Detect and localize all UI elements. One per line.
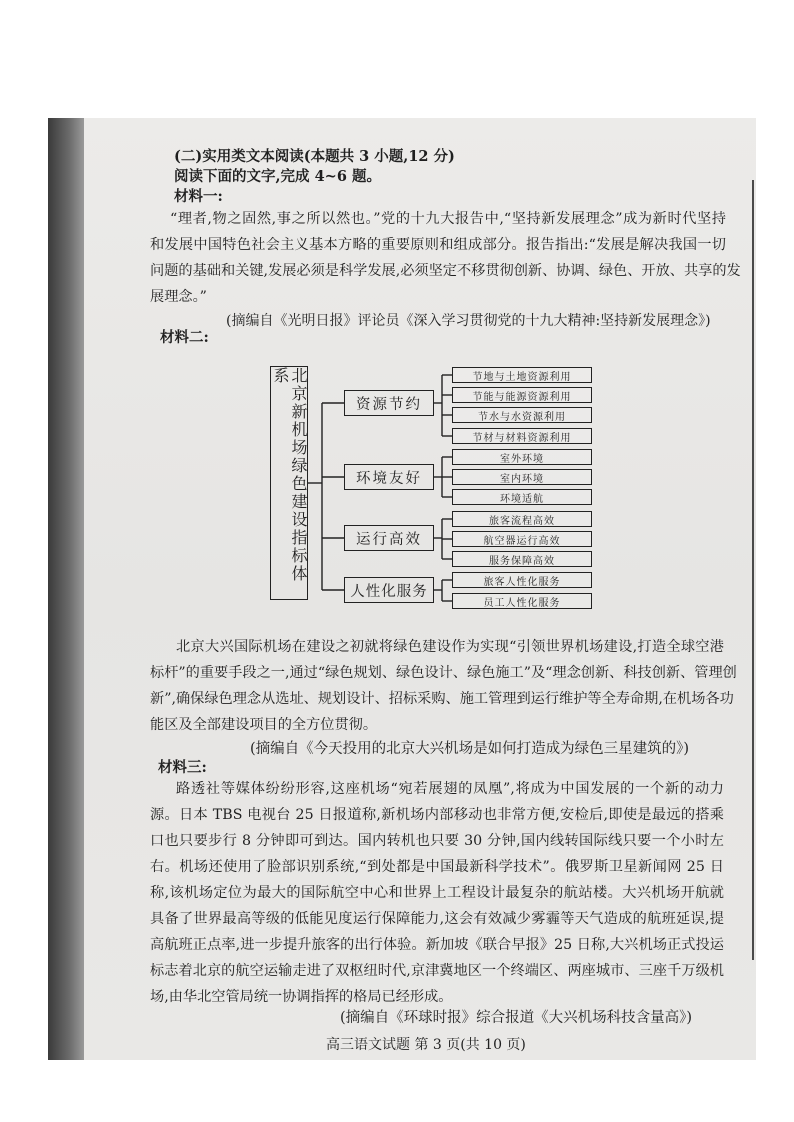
material3-label: 材料三: bbox=[158, 759, 207, 776]
diagram-category: 人性化服务 bbox=[344, 577, 434, 603]
diagram-item: 航空器运行高效 bbox=[452, 531, 592, 547]
diagram-item: 旅客人性化服务 bbox=[452, 572, 592, 588]
material3-line: 场,由华北空管局统一协调指挥的格局已经形成。 bbox=[150, 989, 453, 1005]
diagram-root-label: 北京新机场绿色建设指标体系 bbox=[271, 367, 308, 583]
material3-line: 称,该机场定位为最大的国际航空中心和世界上工程设计最复杂的航站楼。大兴机场开航就 bbox=[150, 885, 724, 901]
material1-source: (摘编自《光明日报》评论员《深入学习贯彻党的十九大精神:坚持新发展理念》) bbox=[226, 313, 711, 329]
material3-line: 源。日本 TBS 电视台 25 日报道称,新机场内部移动也非常方便,安检后,即使是最远的搭乘 bbox=[150, 807, 724, 823]
diagram-item: 室外环境 bbox=[452, 449, 592, 465]
material1-line: 问题的基础和关键,发展必须是科学发展,必须坚定不移贯彻创新、协调、绿色、开放、共享的发 bbox=[150, 263, 741, 279]
diagram-item: 节地与土地资源利用 bbox=[452, 367, 592, 383]
material2-line: 标杆”的重要手段之一,通过“绿色规划、绿色设计、绿色施工”及“理念创新、科技创新、管理创 bbox=[150, 665, 737, 681]
diagram-item: 服务保障高效 bbox=[452, 551, 592, 567]
diagram-item: 环境适航 bbox=[452, 489, 592, 505]
material3-source: (摘编自《环球时报》综合报道《大兴机场科技含量高》) bbox=[340, 1010, 693, 1026]
page-footer: 高三语文试题 第 3 页(共 10 页) bbox=[326, 1037, 526, 1053]
material3-text bbox=[150, 776, 724, 1010]
diagram-item: 室内环境 bbox=[452, 469, 592, 485]
material1-line: 和发展中国特色社会主义基本方略的重要原则和组成部分。报告指出:“发展是解决我国一切 bbox=[150, 237, 726, 253]
material2-text bbox=[150, 634, 737, 738]
material3-line: 标志着北京的航空运输走进了双枢纽时代,京津冀地区一个终端区、两座城市、三座千万级机 bbox=[150, 963, 724, 979]
material2-label: 材料二: bbox=[160, 329, 209, 346]
material2-line: 新”,确保绿色理念从选址、规划设计、招标采购、施工管理到运行维护等全寿命期,在机场各功 bbox=[150, 691, 734, 707]
diagram-root-box bbox=[270, 366, 308, 600]
diagram-category: 资源节约 bbox=[344, 390, 434, 416]
diagram-item: 节能与能源资源利用 bbox=[452, 387, 592, 403]
material1-label: 材料一: bbox=[174, 188, 223, 205]
material3-line: 口也只要步行 8 分钟即可到达。国内转机也只要 30 分钟,国内线转国际线只要一个小时左 bbox=[150, 833, 724, 849]
material3-line: 高航班正点率,进一步提升旅客的出行体验。新加坡《联合早报》25 日称,大兴机场正式投运 bbox=[150, 937, 724, 953]
material2-source: (摘编自《今天投用的北京大兴机场是如何打造成为绿色三星建筑的》) bbox=[250, 741, 690, 757]
material1-line: 展理念。” bbox=[150, 289, 207, 305]
material3-line: 右。机场还使用了脸部识别系统,“到处都是中国最新科学技术”。俄罗斯卫星新闻网 25 日 bbox=[150, 859, 724, 875]
diagram-category: 运行高效 bbox=[344, 525, 434, 551]
diagram-category: 环境友好 bbox=[344, 464, 434, 490]
material2-line: 北京大兴国际机场在建设之初就将绿色建设作为实现“引领世界机场建设,打造全球空港 bbox=[176, 639, 724, 655]
material2-line: 能区及全部建设项目的全方位贯彻。 bbox=[150, 717, 378, 733]
diagram-item: 节水与水资源利用 bbox=[452, 407, 592, 423]
material3-line: 具备了世界最高等级的低能见度运行保障能力,这会有效减少雾霾等天气造成的航班延误,提 bbox=[150, 911, 724, 927]
section-title: (二)实用类文本阅读(本题共 3 小题,12 分) bbox=[174, 148, 455, 165]
material1-line: “理者,物之固然,事之所以然也。”党的十九大报告中,“坚持新发展理念”成为新时代坚持 bbox=[170, 211, 726, 227]
diagram-item: 旅客流程高效 bbox=[452, 511, 592, 527]
material3-line: 路透社等媒体纷纷形容,这座机场“宛若展翅的凤凰”,将成为中国发展的一个新的动力 bbox=[176, 781, 724, 797]
diagram-item: 节材与材料资源利用 bbox=[452, 428, 592, 444]
section-instruction: 阅读下面的文字,完成 4~6 题。 bbox=[174, 168, 381, 185]
diagram-item: 员工人性化服务 bbox=[452, 593, 592, 609]
